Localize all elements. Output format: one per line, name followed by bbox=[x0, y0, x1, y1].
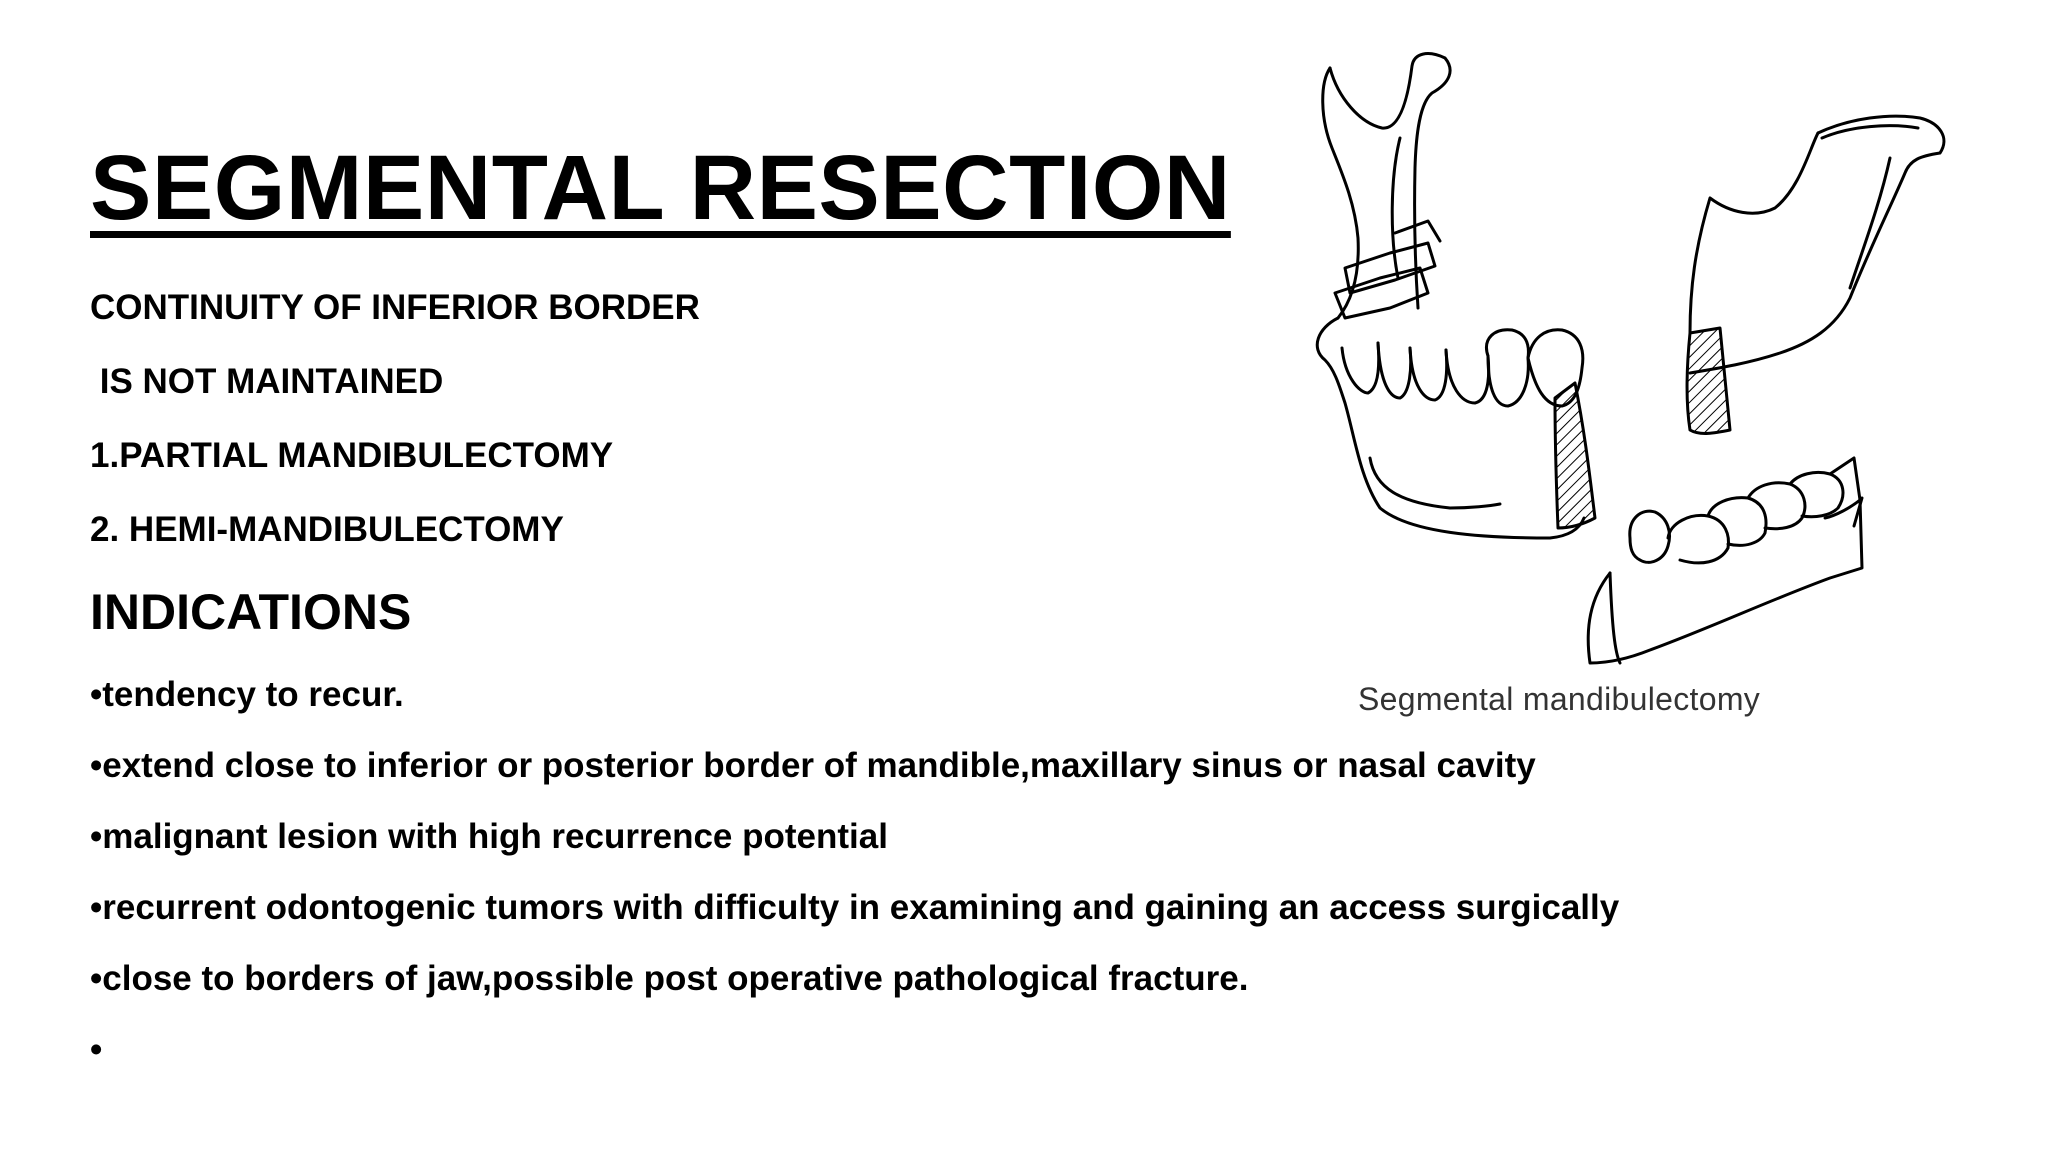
indication-item: • bbox=[90, 1030, 103, 1069]
definition-line-1: CONTINUITY OF INFERIOR BORDER bbox=[90, 288, 700, 327]
indication-item: •malignant lesion with high recurrence potential bbox=[90, 817, 888, 856]
type-hemi-mandibulectomy: 2. HEMI-MANDIBULECTOMY bbox=[90, 510, 564, 549]
resected-body-segment bbox=[1588, 458, 1862, 663]
indications-heading: INDICATIONS bbox=[90, 584, 412, 640]
definition-line-2: IS NOT MAINTAINED bbox=[90, 362, 444, 401]
indication-item: •extend close to inferior or posterior border of mandible,maxillary sinus or nasal cavity bbox=[90, 746, 1536, 785]
indication-item: •recurrent odontogenic tumors with difficulty in examining and gaining an access surgically bbox=[90, 888, 1620, 927]
type-partial-mandibulectomy: 1.PARTIAL MANDIBULECTOMY bbox=[90, 436, 614, 475]
indication-item: •close to borders of jaw,possible post operative pathological fracture. bbox=[90, 959, 1249, 998]
figure-caption: Segmental mandibulectomy bbox=[1358, 681, 1761, 717]
indication-item: •tendency to recur. bbox=[90, 675, 404, 714]
left-mandible-segment bbox=[1317, 54, 1584, 538]
slide-title: SEGMENTAL RESECTION bbox=[90, 137, 1231, 239]
mandibulectomy-figure bbox=[1250, 38, 2030, 728]
mandible-illustration bbox=[1250, 38, 2030, 678]
right-ramus-segment bbox=[1690, 116, 1944, 373]
